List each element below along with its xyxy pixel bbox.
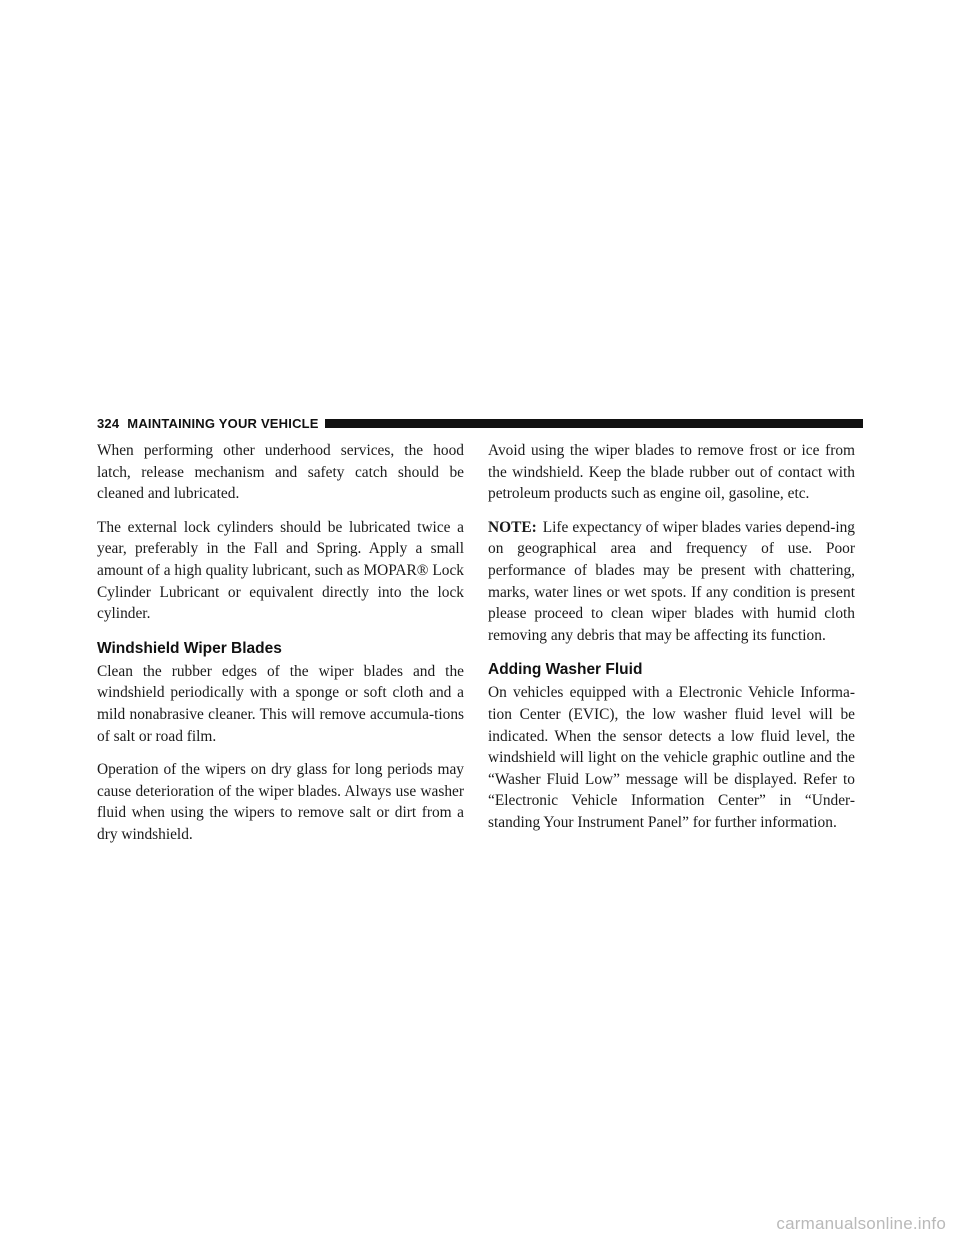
right-column (488, 440, 855, 834)
page-number: 324 (97, 415, 120, 431)
washer-fluid-paragraph: On vehicles equipped with a Electronic Vehicle Informa-tion Center (EVIC), the low washer fluid level will be indicated. When the sensor detects a low fluid level, the windshield will light on the vehicle graphic outline and the “Washer Fluid Low” message will be displayed. Refer to “Electronic Vehicle Information Center” in “Under-standing Your Instrument Panel” for further information. (488, 684, 855, 831)
header-rule (325, 419, 863, 428)
washer-fluid-heading: Adding Washer Fluid (488, 661, 643, 679)
hood-latch-paragraph: When performing other underhood services, the hood latch, release mechanism and safety catch should be cleaned and lubricated. (97, 442, 464, 503)
wiper-cleaning-paragraph: Clean the rubber edges of the wiper blades and the windshield periodically with a sponge or soft cloth and a mild nonabrasive cleaner. This will remove accumula-tions of salt or road film. (97, 662, 464, 745)
section-title: MAINTAINING YOUR VEHICLE (127, 415, 319, 431)
frost-ice-paragraph: Avoid using the wiper blades to remove frost or ice from the windshield. Keep the blade rubber out of contact with petroleum products such as engine oil, gasoline, etc. (488, 442, 855, 503)
left-column (97, 440, 464, 846)
header-text (97, 416, 319, 431)
wiper-blades-heading: Windshield Wiper Blades (97, 639, 282, 657)
page-header (97, 414, 863, 432)
note-paragraph (488, 517, 855, 647)
watermark: carmanualsonline.info (776, 1214, 946, 1233)
lock-cylinder-paragraph: The external lock cylinders should be lubricated twice a year, preferably in the Fall and Spring. Apply a small amount of a high quality lubricant, such as MOPAR® Lock Cylinder Lubricant or equivalent directly into the lock cylinder. (97, 518, 464, 623)
dry-glass-paragraph: Operation of the wipers on dry glass for long periods may cause deterioration of the wiper blades. Always use washer fluid when using the wipers to remove salt or dirt from a dry windshield. (97, 761, 464, 843)
note-label: NOTE: (488, 518, 537, 536)
note-text: Life expectancy of wiper blades varies depend-ing on geographical area and frequency of use. Poor performance of blades may be present with chattering, marks, water lines or wet spots. If any condition is present please proceed to clean wiper blades with humid cloth removing any debris that may be affecting its function. (488, 518, 855, 644)
